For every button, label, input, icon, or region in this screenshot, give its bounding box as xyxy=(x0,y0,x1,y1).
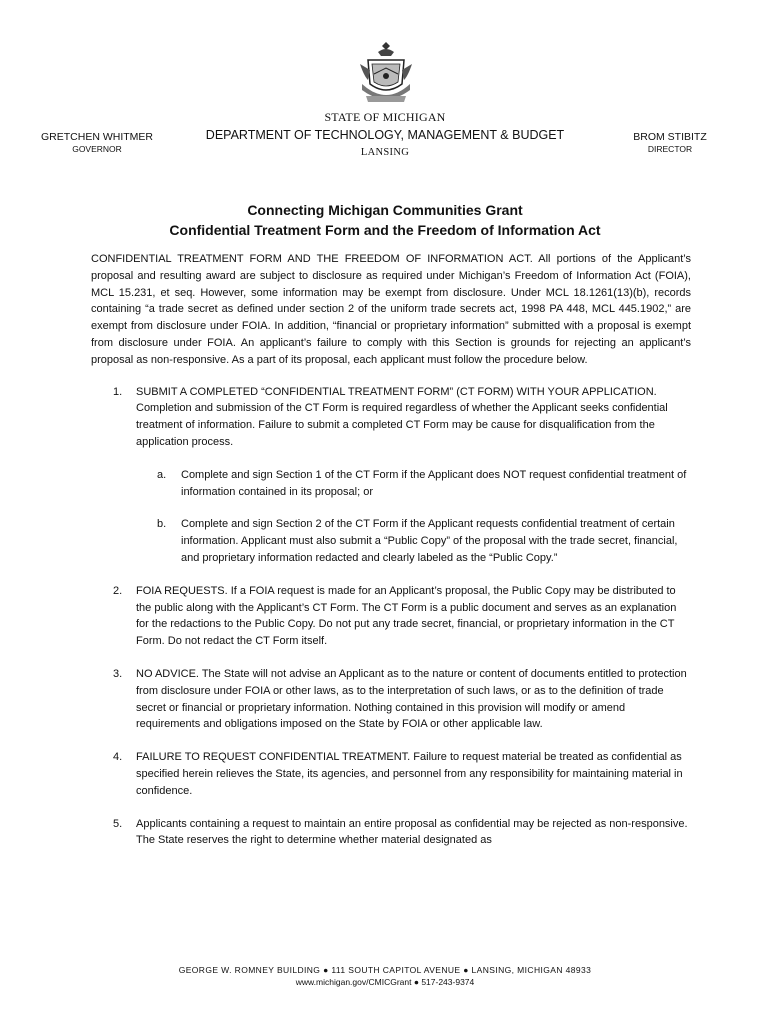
director-title: DIRECTOR xyxy=(647,144,693,154)
list-item-2 xyxy=(91,583,691,650)
footer-address: GEORGE W. ROMNEY BUILDING ● 111 SOUTH CAPITOL AVENUE ● LANSING, MICHIGAN 48933 xyxy=(178,965,592,975)
sub-item-text: Complete and sign Section 2 of the CT Form if the Applicant requests confidential treatment of certain information. Applicant must also submit a “Public Copy” of the proposal with the trade secret, financial, and proprietary information redacted and clearly labeled as the “Public Copy.” xyxy=(181,518,678,564)
intro-paragraph: CONFIDENTIAL TREATMENT FORM AND THE FREEDOM OF INFORMATION ACT. All portions of the Applicant’s proposal and resulting award are subject to disclosure as required under Michigan’s Freedom of Information Act (FOIA), MCL 15.231, et seq. However, some information may be exempt from disclosure. Under MCL 18.1261(13)(b), records containing “a trade secret as defined under section 2 of the uniform trade secrets act, 1998 PA 448, MCL 445.1902,” are exempt from disclosure under FOIA. In addition, “financial or proprietary information” submitted with a proposal is exempt from disclosure under FOIA. An applicant’s failure to comply with this Section is grounds for rejecting an applicant’s proposal as non-responsive. As a part of its proposal, each applicant must follow the procedure below. xyxy=(91,253,691,366)
list-item-3 xyxy=(91,666,691,733)
document-title xyxy=(0,200,770,240)
sub-item-b xyxy=(136,516,691,566)
list-item-number: 5. xyxy=(113,817,123,830)
city-heading: LANSING xyxy=(360,147,410,158)
footer-contact: www.michigan.gov/CMICGrant ● 517-243-9374 xyxy=(295,977,475,987)
director-name: BROM STIBITZ xyxy=(633,131,707,143)
list-item-number: 4. xyxy=(113,751,123,764)
document-body xyxy=(91,251,691,849)
sub-item-a xyxy=(136,467,691,501)
sub-item-letter: b. xyxy=(157,518,167,531)
title-line-1: Connecting Michigan Communities Grant xyxy=(247,202,523,218)
list-item-1 xyxy=(91,384,691,451)
list-item-number: 3. xyxy=(113,667,123,680)
list-item-5 xyxy=(91,816,691,850)
list-item-text: Applicants containing a request to maintain an entire proposal as confidential may be rejected as non-responsive. The State reserves the right to determine whether material designated as xyxy=(136,817,688,847)
governor-name: GRETCHEN WHITMER xyxy=(41,131,153,143)
list-item-number: 2. xyxy=(113,584,123,597)
list-item-text: FAILURE TO REQUEST CONFIDENTIAL TREATMENT. Failure to request material be treated as confidential as specified herein relieves the State, its agencies, and personnel from any responsibility for maintaining material in confidence. xyxy=(136,751,683,797)
governor-title: GOVERNOR xyxy=(72,144,122,154)
list-item-text: SUBMIT A COMPLETED “CONFIDENTIAL TREATMENT FORM” (CT FORM) WITH YOUR APPLICATION. Completion and submission of the CT Form is required regardless of whether the Applicant seeks confidential treatment of information. Failure to submit a completed CT Form may be cause for disqualification from the application process. xyxy=(136,385,668,448)
state-heading: STATE OF MICHIGAN xyxy=(324,110,446,124)
sub-item-letter: a. xyxy=(157,468,167,481)
list-item-text: NO ADVICE. The State will not advise an Applicant as to the nature or content of documents entitled to protection from disclosure under FOIA or other laws, as to the interpretation of such laws, or as to the definition of trade secret or financial or proprietary information. Nothing contained in this provision will modify or amend requirements and obligations imposed on the State by FOIA or other applicable law. xyxy=(136,667,687,731)
department-heading: DEPARTMENT OF TECHNOLOGY, MANAGEMENT & BUDGET xyxy=(205,128,565,142)
michigan-state-seal-icon xyxy=(356,40,416,106)
list-item-number: 1. xyxy=(113,385,123,398)
list-item-4 xyxy=(91,749,691,799)
title-line-2: Confidential Treatment Form and the Freedom of Information Act xyxy=(169,222,601,238)
sub-item-text: Complete and sign Section 1 of the CT Form if the Applicant does NOT request confidential treatment of information contained in its proposal; or xyxy=(181,468,687,498)
list-item-text: FOIA REQUESTS. If a FOIA request is made for an Applicant’s proposal, the Public Copy may be distributed to the public along with the Applicant’s CT Form. The CT Form is a public document and serves as an explanation for the redactions to the Public Copy. Do not put any trade secret, financial, or proprietary information in the CT Form. Do not redact the CT Form itself. xyxy=(136,584,677,648)
